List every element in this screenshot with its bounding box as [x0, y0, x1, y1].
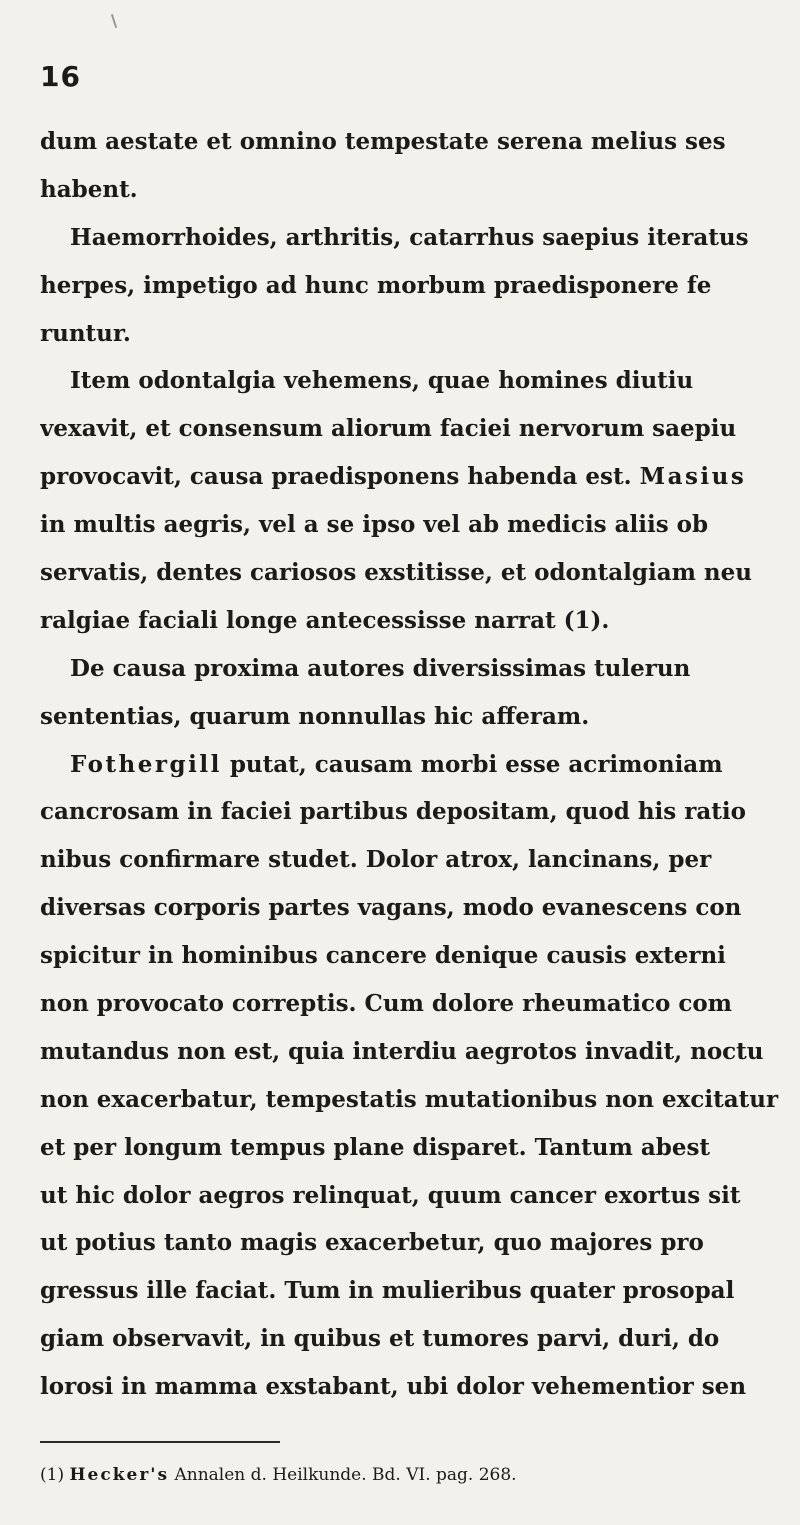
line-text: mutandus non est, quia interdiu aegrotos invadit, noctu — [40, 1037, 764, 1065]
line-text: non provocato correptis. Cum dolore rheumatico com — [40, 990, 732, 1018]
line-text: lorosi in mamma exstabant, ubi dolor vehementior sen — [40, 1373, 747, 1401]
text-line — [40, 1076, 800, 1124]
text-line — [40, 166, 800, 214]
line-text: dum aestate et omnino tempestate serena melius ses — [40, 128, 726, 155]
line-text: et per longum tempus plane disparet. Tantum abest — [40, 1133, 711, 1161]
page-number: 16 — [40, 60, 81, 93]
text-line — [40, 741, 800, 789]
text-line — [40, 788, 800, 836]
text-line — [40, 1363, 800, 1411]
line-text: servatis, dentes cariosos exstitisse, et odontalgiam neu — [40, 559, 753, 587]
text-line — [40, 310, 800, 358]
line-text: diversas corporis partes vagans, modo evanescens con — [40, 894, 742, 922]
text-line — [40, 1411, 800, 1418]
author-name: Masius — [639, 463, 747, 491]
line-text: gressus ille faciat. Tum in mulieribus quater prosopal — [40, 1277, 735, 1305]
paragraph — [40, 645, 800, 741]
paragraph — [40, 118, 800, 214]
text-line — [40, 214, 800, 262]
line-text: putat, causam morbi esse acrimoniam — [221, 750, 723, 778]
footnote — [40, 1462, 800, 1488]
footnote-author: Hecker's — [69, 1465, 170, 1485]
line-text: Item odontalgia vehemens, quae homines diutiu — [70, 367, 694, 395]
paragraph — [40, 357, 800, 644]
author-name: Fothergill — [70, 750, 222, 778]
line-text: sententias, quarum nonnullas hic afferam. — [40, 702, 590, 730]
text-line — [40, 501, 800, 549]
text-line — [40, 884, 800, 932]
text-line — [40, 597, 800, 645]
text-line — [40, 1124, 800, 1172]
text-line — [40, 262, 800, 310]
line-text: non exacerbatur, tempestatis mutationibus non excitatur — [40, 1085, 779, 1113]
footnote-marker: (1) — [40, 1465, 65, 1485]
line-text: vexavit, et consensum aliorum faciei nervorum saepiu — [40, 415, 737, 443]
footnote-text: Annalen d. Heilkunde. Bd. VI. pag. 268. — [174, 1465, 517, 1485]
line-text: giam observavit, in quibus et tumores parvi, duri, do — [40, 1325, 720, 1353]
text-line — [40, 549, 800, 597]
line-text: nibus confirmare studet. Dolor atrox, lancinans, per — [40, 846, 712, 874]
line-text: herpes, impetigo ad hunc morbum praedisponere fe — [40, 271, 712, 299]
line-text: habent. — [40, 175, 138, 203]
text-line — [40, 453, 800, 501]
text-line — [40, 1219, 800, 1267]
text-line — [40, 836, 800, 884]
text-line — [40, 357, 800, 405]
line-text: cancrosam in faciei partibus depositam, quod his ratio — [40, 798, 746, 826]
stray-ink-mark — [111, 14, 117, 28]
paragraph — [40, 214, 800, 358]
line-text: provocavit, causa praedisponens habenda est. — [40, 463, 640, 491]
line-text: ut potius tanto magis exacerbetur, quo majores pro — [40, 1229, 704, 1257]
text-line — [40, 1267, 800, 1315]
line-text: De causa proxima autores diversissimas tulerun — [70, 654, 691, 682]
line-text: in multis aegris, vel a se ipso vel ab medicis aliis ob — [40, 511, 709, 539]
line-text: spicitur in hominibus cancere denique causis externi — [40, 942, 726, 970]
line-text: Haemorrhoides, arthritis, catarrhus saepius iteratus — [70, 223, 749, 251]
line-text: runtur. — [40, 319, 131, 347]
text-line — [40, 1315, 800, 1363]
line-text: ralgiae faciali longe antecessisse narrat (1). — [40, 606, 610, 634]
footnote-rule — [40, 1441, 280, 1443]
text-line — [40, 980, 800, 1028]
text-line — [40, 1172, 800, 1220]
text-line — [40, 693, 800, 741]
text-line — [40, 1028, 800, 1076]
text-line — [40, 118, 800, 166]
line-text: ut hic dolor aegros relinquat, quum cancer exortus sit — [40, 1181, 741, 1209]
body-text — [40, 118, 800, 1418]
text-line — [40, 405, 800, 453]
paragraph — [40, 741, 800, 1418]
text-line — [40, 645, 800, 693]
text-line — [40, 932, 800, 980]
